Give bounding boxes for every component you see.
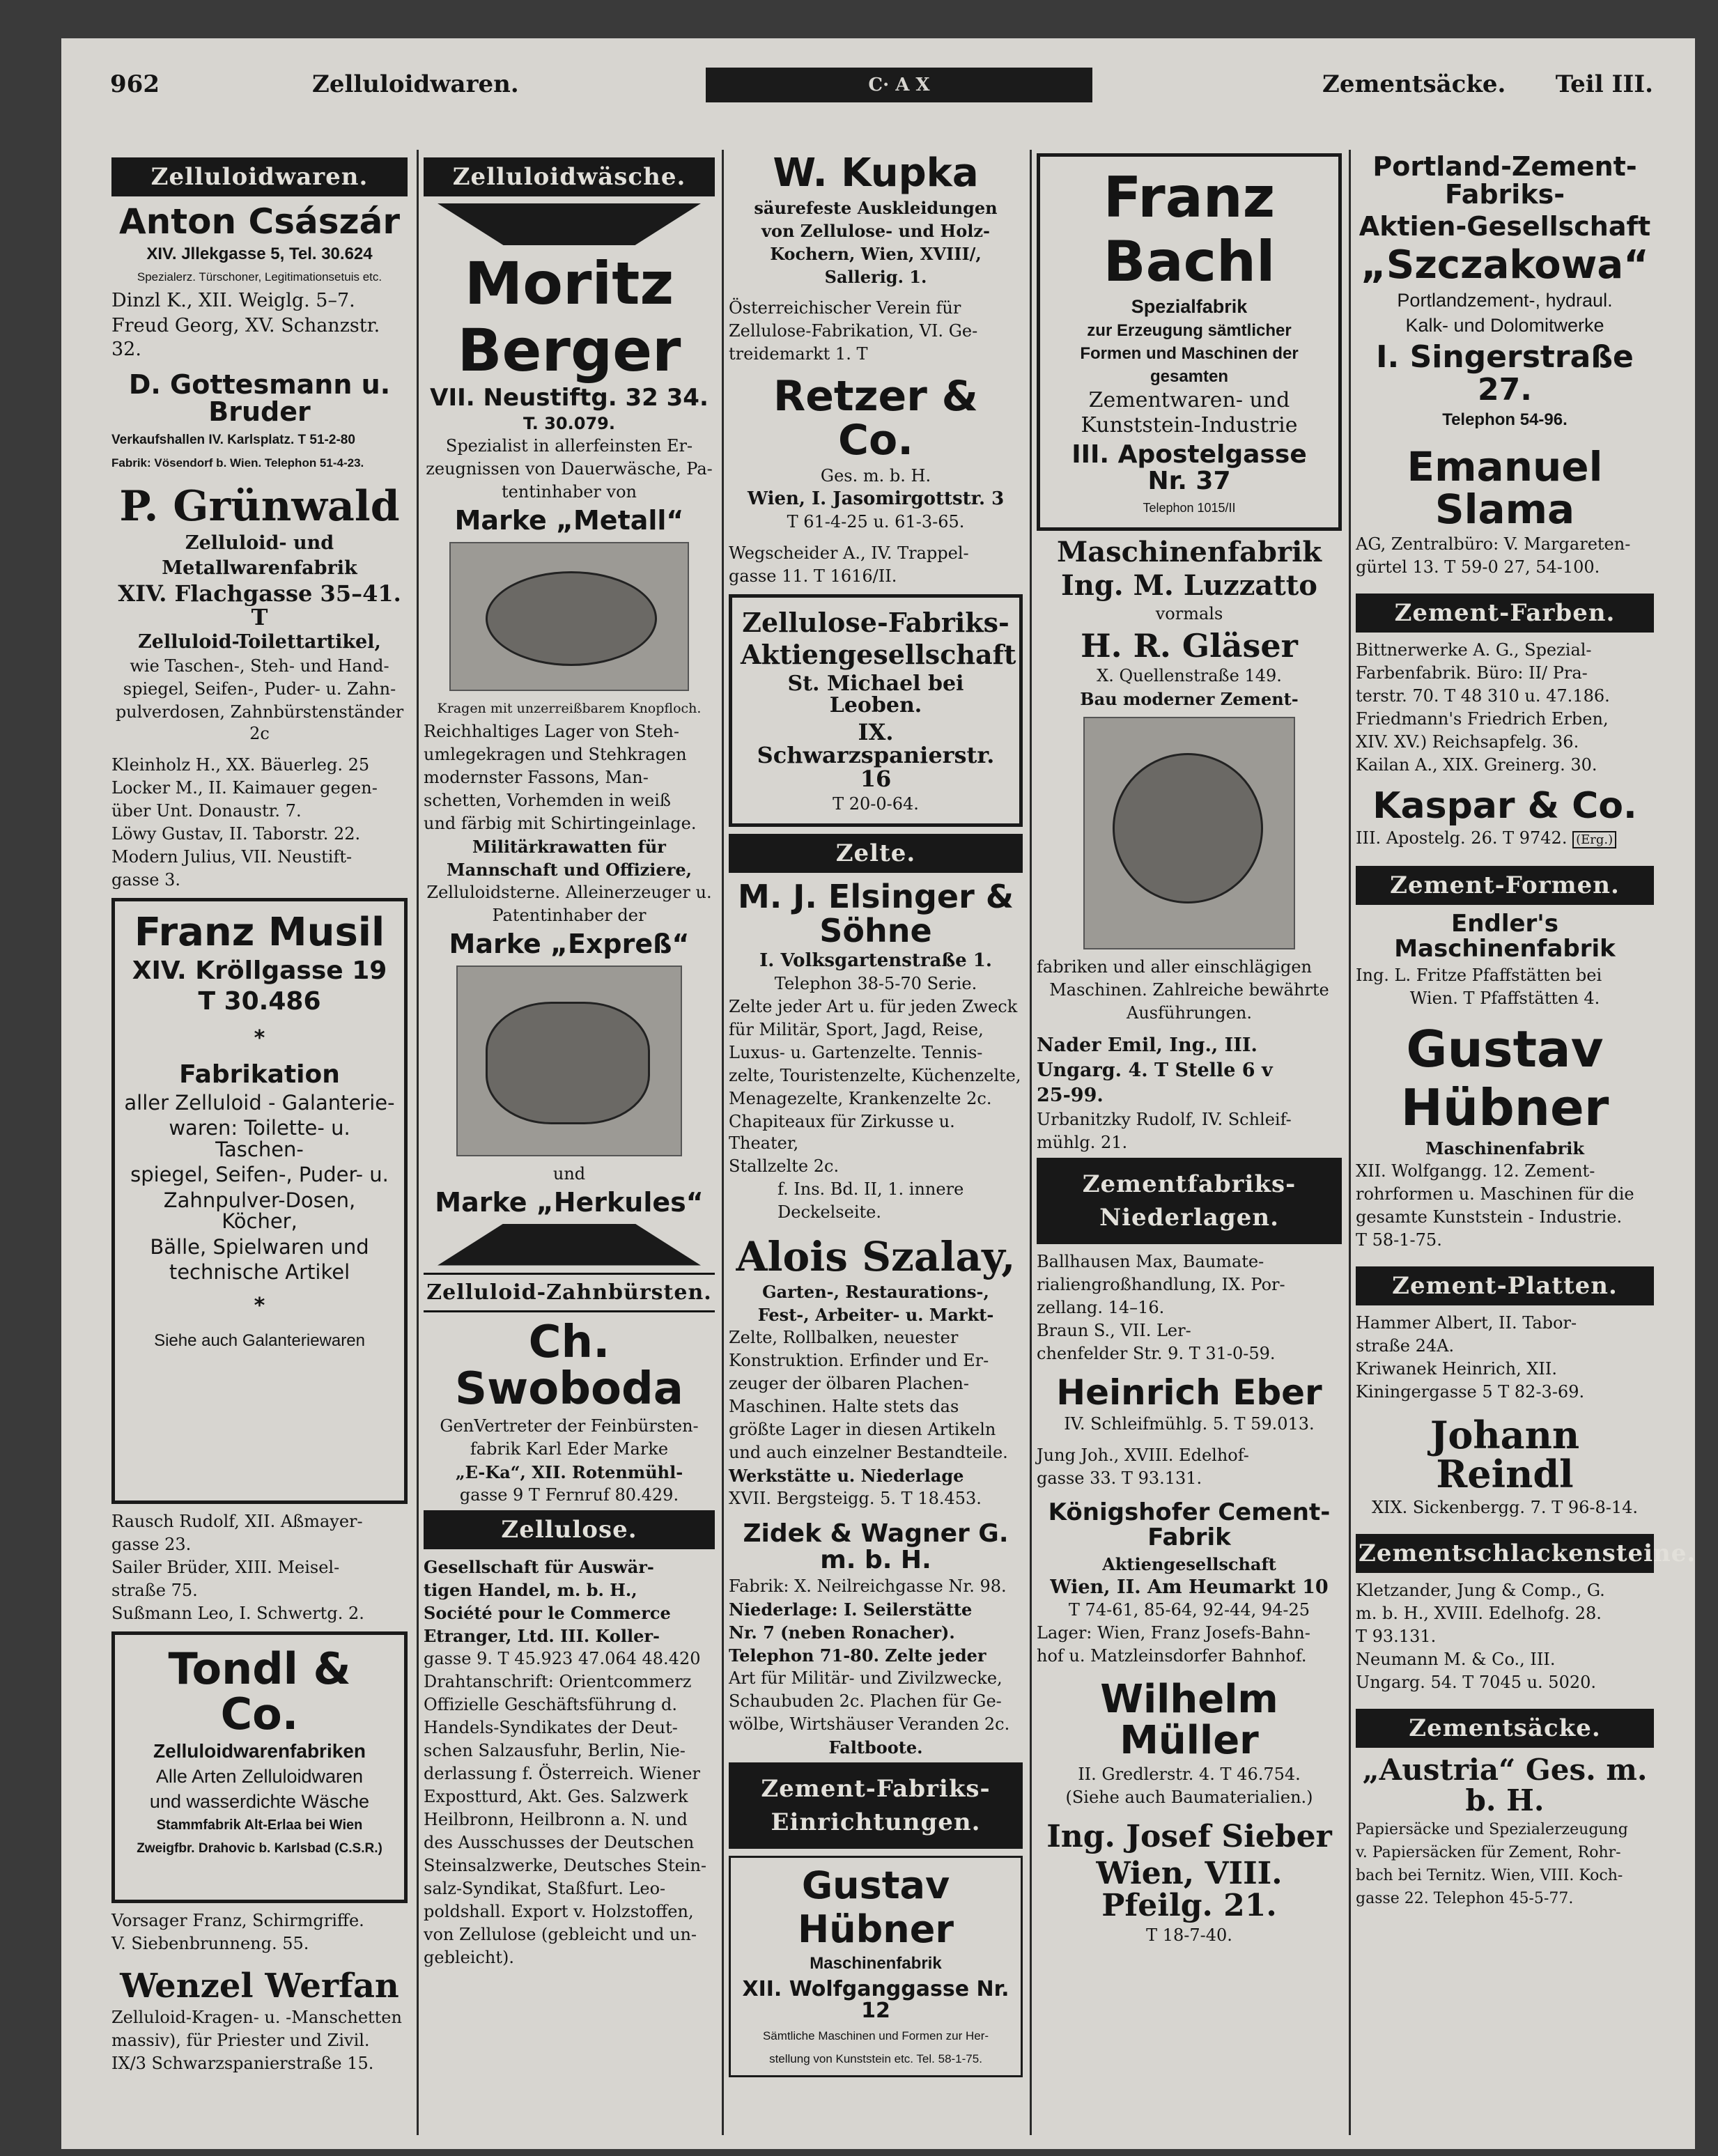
ad-text: schetten, Vorhemden in weiß bbox=[424, 790, 671, 810]
ad-text: zeuger der ölbaren Plachen- bbox=[729, 1373, 969, 1393]
ad-text: zelte, Touristenzelte, Küchenzelte, bbox=[729, 1065, 1021, 1085]
column-rule bbox=[417, 150, 419, 2135]
listing-entry: Kiningergasse 5 T 82-3-69. bbox=[1356, 1381, 1585, 1402]
ad-text: Spezialist in allerfeinsten Er- bbox=[445, 435, 693, 456]
listing-entry: XIV. XV.) Reichsapfelg. 36. bbox=[1356, 731, 1579, 752]
ad-text: T 58-1-75. bbox=[1356, 1230, 1442, 1250]
ad-text: Werkstätte u. Niederlage bbox=[729, 1465, 964, 1486]
ad-address: IV. Schleifmühlg. 5. T 59.013. bbox=[1064, 1414, 1315, 1434]
ad-text: Expostturd, Akt. Ges. Salzwerk bbox=[424, 1786, 688, 1806]
ad-text: AG, Zentralbüro: V. Margareten- bbox=[1356, 534, 1631, 554]
category-heading-line: Zementfabriks- bbox=[1082, 1170, 1297, 1198]
ad-name: Kaspar & Co. bbox=[1372, 784, 1637, 827]
listing-entry: Locker M., II. Kaimauer gegen- bbox=[111, 778, 378, 798]
column-2 bbox=[424, 153, 715, 2132]
ad-text: Deckelseite. bbox=[777, 1202, 881, 1222]
ad-text: Aktiengesellschaft bbox=[1102, 1553, 1276, 1574]
listing-entry: Nader Emil, Ing., III. bbox=[1037, 1034, 1257, 1056]
ad-text: St. Michael bei Leoben. bbox=[787, 671, 964, 718]
ad-name: Moritz bbox=[464, 249, 674, 318]
listing-entry: gasse 11. T 1616/II. bbox=[729, 566, 897, 586]
ad-name: Alois Szalay, bbox=[736, 1232, 1016, 1280]
ad-text: pulverdosen, Zahnbürstenständer 2c bbox=[115, 702, 404, 744]
ad-phone: T. 30.079. bbox=[523, 413, 615, 433]
ad-text: Telephon 71-80. Zelte jeder bbox=[729, 1645, 986, 1666]
listing-entry: Jung Joh., XVIII. Edelhof- bbox=[1037, 1445, 1249, 1466]
ad-text: XVII. Bergsteigg. 5. T 18.453. bbox=[729, 1488, 982, 1508]
ad-name: Emanuel Slama bbox=[1407, 442, 1603, 533]
ad-text: Société pour le Commerce bbox=[424, 1602, 671, 1623]
column-4 bbox=[1037, 153, 1342, 2132]
ad-name: Gustav bbox=[801, 1863, 950, 1908]
category-heading: Zement-Farben. bbox=[1356, 594, 1654, 633]
ad-box-leoben bbox=[729, 594, 1023, 828]
category-heading: Zelluloidwäsche. bbox=[424, 157, 715, 196]
ad-text: Sallerig. 1. bbox=[824, 266, 927, 287]
ad-text: spiegel, Seifen-, Puder- u. bbox=[130, 1163, 389, 1187]
ad-name: Johann Reindl bbox=[1430, 1412, 1580, 1497]
ad-address: Wien, I. Jasomirgottstr. 3 bbox=[747, 488, 1005, 509]
ad-text: fabrik Karl Eder Marke bbox=[470, 1438, 669, 1459]
ad-name: Gustav bbox=[1406, 1019, 1604, 1078]
ad-address: X. Quellenstraße 149. bbox=[1097, 665, 1282, 685]
ad-text: Chapiteaux für Zirkusse u. Theater, bbox=[729, 1111, 955, 1153]
ad-text: rohrformen u. Maschinen für die bbox=[1356, 1184, 1634, 1204]
listing-entry: Löwy Gustav, II. Taborstr. 22. bbox=[111, 824, 361, 844]
ad-text: aller Zelluloid - Galanterie- bbox=[124, 1090, 395, 1115]
listing-entry: Ungarg. 4. T Stelle 6 v bbox=[1037, 1059, 1273, 1081]
ad-address: XIV. Jllekgasse 5, Tel. 30.624 bbox=[146, 244, 373, 263]
newspaper-page bbox=[61, 38, 1695, 2149]
ad-text: tentinhaber von bbox=[502, 481, 637, 502]
ad-text: Maschinenfabrik bbox=[1425, 1138, 1585, 1158]
ad-text: Garten-, Restaurations-, bbox=[762, 1281, 989, 1302]
ad-text: „E-Ka“, XII. Rotenmühl- bbox=[455, 1461, 683, 1482]
category-heading-line: Niederlagen. bbox=[1099, 1203, 1279, 1232]
ad-address: III. Apostelgasse Nr. 37 bbox=[1071, 440, 1307, 495]
ad-address: Wien, VIII. Pfeilg. 21. bbox=[1096, 1855, 1283, 1923]
ad-name: P. Grünwald bbox=[119, 482, 400, 532]
ad-name: Hübner bbox=[798, 1907, 954, 1952]
ad-text: säurefeste Auskleidungen bbox=[754, 197, 998, 218]
ad-address bbox=[1356, 828, 1654, 851]
ad-box-tondl bbox=[111, 1631, 408, 1903]
listing-entry: Neumann M. & Co., III. bbox=[1356, 1649, 1556, 1669]
ad-text: Zelte jeder Art u. für jeden Zweck bbox=[729, 996, 1018, 1016]
header-left-title: Zelluloidwaren. bbox=[312, 70, 519, 98]
column-1 bbox=[111, 153, 408, 2132]
ad-name: D. Gottesmann u. Bruder bbox=[128, 369, 391, 428]
listing-entry: Zellulose-Fabrikation, VI. Ge- bbox=[729, 320, 978, 341]
ad-text: Handels-Syndikates der Deut- bbox=[424, 1717, 678, 1737]
ad-address: XII. Wolfganggasse Nr. 12 bbox=[742, 1976, 1009, 2024]
ad-text: technische Artikel bbox=[169, 1260, 350, 1285]
ad-text: wie Taschen-, Steh- und Hand- bbox=[130, 656, 389, 676]
ad-address: I. Singerstraße 27. bbox=[1376, 339, 1634, 408]
decorative-wedge bbox=[438, 203, 701, 245]
ad-text: Portlandzement-, hydraul. bbox=[1397, 290, 1613, 311]
column-rule bbox=[1030, 150, 1032, 2135]
listing-entry: Rausch Rudolf, XII. Aßmayer- bbox=[111, 1512, 363, 1532]
listing-entry: Österreichischer Verein für bbox=[729, 297, 961, 318]
ad-text: Fabrik: Vösendorf b. Wien. Telephon 51-4-23. bbox=[111, 456, 364, 470]
ad-text: massiv), für Priester und Zivil. bbox=[111, 2030, 370, 2050]
ad-text: Steinsalzwerke, Deutsches Stein- bbox=[424, 1855, 707, 1875]
ad-text: hof u. Matzleinsdorfer Bahnhof. bbox=[1037, 1645, 1307, 1666]
ad-text: Kunststein-Industrie bbox=[1081, 413, 1298, 437]
ad-text: und färbig mit Schirtingeinlage. bbox=[424, 813, 697, 833]
ad-text: und auch einzelner Bestandteile. bbox=[729, 1442, 1008, 1462]
ad-text: Kalk- und Dolomitwerke bbox=[1405, 315, 1604, 336]
ad-address: IX. Schwarzspanierstr. 16 bbox=[757, 718, 995, 792]
ad-text: Mannschaft und Offiziere, bbox=[447, 859, 692, 880]
listing-entry: Modern Julius, VII. Neustift- bbox=[111, 847, 353, 867]
ad-box-bachl bbox=[1037, 153, 1342, 531]
ad-text: derlassung f. Österreich. Wiener bbox=[424, 1763, 700, 1783]
listing-entry: straße 24A. bbox=[1356, 1335, 1455, 1356]
ad-text: für Militär, Sport, Jagd, Reise, bbox=[729, 1019, 984, 1039]
ad-phone: T 20-0-64. bbox=[833, 794, 919, 814]
ad-text: v. Papiersäcken für Zement, Rohr- bbox=[1356, 1844, 1621, 1862]
ad-text: Maschinen. Zahlreiche bewährte bbox=[1049, 979, 1329, 1000]
listing-entry: Friedmann's Friedrich Erben, bbox=[1356, 708, 1609, 729]
ad-text: Konstruktion. Erfinder und Er- bbox=[729, 1350, 989, 1370]
ad-name: Portland-Zement-Fabriks- bbox=[1372, 151, 1637, 210]
ad-text: Zweigfbr. Drahovic b. Karlsbad (C.S.R.) bbox=[137, 1841, 382, 1856]
ad-phone: T 18-7-40. bbox=[1146, 1925, 1232, 1945]
ad-name: Ch. Swoboda bbox=[455, 1316, 683, 1415]
ad-phone: T 30.486 bbox=[198, 986, 321, 1016]
ad-name: Tondl & Co. bbox=[168, 1643, 351, 1740]
ad-text: Patentinhaber der bbox=[492, 905, 647, 925]
ad-text: Luxus- u. Gartenzelte. Tennis- bbox=[729, 1042, 983, 1062]
listing-entry: 25-99. bbox=[1037, 1084, 1104, 1106]
ad-name: Aktien-Gesellschaft bbox=[1359, 210, 1651, 242]
listing-entry: Ungarg. 54. T 7045 u. 5020. bbox=[1356, 1672, 1597, 1692]
ad-text: Ausführungen. bbox=[1127, 1002, 1252, 1023]
listing-entry: Sailer Brüder, XIII. Meisel- bbox=[111, 1558, 340, 1578]
ad-name: Zidek & Wagner G. m. b. H. bbox=[743, 1519, 1009, 1574]
badge: (Erg.) bbox=[1572, 831, 1616, 848]
ad-text: Militärkrawatten für bbox=[472, 836, 666, 857]
ad-text: Kragen mit unzerreißbarem Knopfloch. bbox=[437, 700, 702, 716]
listing-entry: terstr. 70. T 48 310 u. 47.186. bbox=[1356, 685, 1610, 706]
machine-illustration bbox=[1083, 717, 1295, 949]
ad-text: XII. Wolfgangg. 12. Zement- bbox=[1356, 1161, 1595, 1181]
listing-entry: T 93.131. bbox=[1356, 1626, 1437, 1646]
ad-name: Heinrich Eber bbox=[1056, 1372, 1322, 1413]
ad-phone: Telephon 54-96. bbox=[1442, 410, 1568, 429]
category-heading: Zementsäcke. bbox=[1356, 1709, 1654, 1748]
ad-phone: T 74-61, 85-64, 92-44, 94-25 bbox=[1068, 1599, 1310, 1620]
decorative-wedge bbox=[438, 1224, 701, 1266]
ad-name: H. R. Gläser bbox=[1081, 626, 1298, 665]
ad-name: Zellulose-Fabriks- bbox=[742, 606, 1009, 638]
brand-name: Marke „Metall“ bbox=[454, 504, 684, 536]
ad-address: I. Volksgartenstraße 1. bbox=[759, 949, 992, 971]
ad-text: Niederlage: I. Seilerstätte bbox=[729, 1599, 973, 1620]
ad-text: Drahtanschrift: Orientcommerz bbox=[424, 1671, 692, 1691]
ad-text: Spezialfabrik bbox=[1131, 296, 1248, 317]
ad-text: stellung von Kunststein etc. Tel. 58-1-75. bbox=[769, 2052, 982, 2065]
ad-text: (Siehe auch Baumaterialien.) bbox=[1065, 1787, 1313, 1808]
listing-entry: gasse 33. T 93.131. bbox=[1037, 1468, 1202, 1489]
ad-text: des Ausschusses der Deutschen bbox=[424, 1832, 695, 1852]
page-number: 962 bbox=[110, 70, 160, 98]
ad-name: Ing. M. Luzzatto bbox=[1061, 568, 1317, 602]
ad-text: gasse 9 T Fernruf 80.429. bbox=[459, 1484, 679, 1505]
category-heading: Zelte. bbox=[729, 834, 1023, 873]
ad-text: gasse 22. Telephon 45-5-77. bbox=[1356, 1890, 1574, 1908]
ad-name: Maschinenfabrik bbox=[1056, 535, 1322, 568]
column-rule bbox=[722, 150, 724, 2135]
ad-name: Wenzel Werfan bbox=[120, 1967, 399, 2006]
ad-name: Hübner bbox=[1400, 1078, 1609, 1137]
ad-name: Franz Musil bbox=[134, 910, 385, 956]
ad-text: vormals bbox=[1155, 603, 1223, 623]
ad-text: Art für Militär- und Zivilzwecke, bbox=[729, 1668, 1003, 1689]
ornament: * bbox=[254, 1025, 265, 1050]
ad-text: Fabrikation bbox=[179, 1060, 340, 1089]
ad-text: Gesellschaft für Auswär- bbox=[424, 1556, 654, 1577]
ad-text: und wasserdichte Wäsche bbox=[149, 1791, 370, 1813]
ad-text: poldshall. Export v. Holzstoffen, bbox=[424, 1901, 694, 1921]
ad-text: wölbe, Wirtshäuser Veranden 2c. bbox=[729, 1714, 1010, 1735]
ad-address: XIV. Kröllgasse 19 bbox=[132, 956, 387, 986]
header-ornament-bar: C· A X bbox=[706, 68, 1092, 102]
ad-text: Alle Arten Zelluloidwaren bbox=[155, 1766, 364, 1787]
ad-name: Bachl bbox=[1103, 229, 1276, 294]
ad-text: Heilbronn, Heilbronn a. N. und bbox=[424, 1809, 688, 1829]
ad-text: Bau moderner Zement- bbox=[1080, 688, 1299, 709]
listing-entry: zellang. 14–16. bbox=[1037, 1297, 1165, 1317]
ad-name: „Austria“ Ges. m. b. H. bbox=[1362, 1752, 1648, 1818]
listing-entry: Kletzander, Jung & Comp., G. bbox=[1356, 1580, 1605, 1600]
ad-text: Offizielle Geschäftsführung d. bbox=[424, 1694, 678, 1714]
listing-entry: Sußmann Leo, I. Schwertg. 2. bbox=[111, 1604, 364, 1624]
category-heading: Zelluloid-Zahnbürsten. bbox=[424, 1273, 715, 1312]
ad-text: tigen Handel, m. b. H., bbox=[424, 1579, 637, 1600]
listing-entry: Kleinholz H., XX. Bäuerleg. 25 bbox=[111, 755, 370, 775]
ad-phone: T 61-4-25 u. 61-3-65. bbox=[787, 511, 965, 532]
listing-entry: rialiengroßhandlung, IX. Por- bbox=[1037, 1274, 1285, 1294]
ad-name: Endler's Maschinenfabrik bbox=[1394, 910, 1616, 963]
ad-text: zeugnissen von Dauerwäsche, Pa- bbox=[426, 458, 713, 479]
category-heading bbox=[1037, 1158, 1342, 1244]
listing-entry: über Unt. Donaustr. 7. bbox=[111, 801, 302, 821]
category-heading: Zellulose. bbox=[424, 1510, 715, 1549]
ad-text: spiegel, Seifen-, Puder- u. Zahn- bbox=[123, 679, 396, 699]
listing-entry: Wegscheider A., IV. Trappel- bbox=[729, 543, 969, 563]
category-heading: Zelluloidwaren. bbox=[111, 157, 408, 196]
listing-entry: chenfelder Str. 9. T 31-0-59. bbox=[1037, 1343, 1276, 1363]
listing-entry: gasse 23. bbox=[111, 1535, 192, 1555]
listing-entry: Dinzl K., XII. Weiglg. 5–7. bbox=[111, 289, 355, 311]
brand-name: Marke „Herkules“ bbox=[435, 1186, 704, 1218]
ad-text: bach bei Ternitz. Wien, VIII. Koch- bbox=[1356, 1867, 1623, 1885]
ad-text: schen Salzausfuhr, Berlin, Nie- bbox=[424, 1740, 686, 1760]
header-part: Teil III. bbox=[1555, 70, 1653, 98]
ad-text: f. Ins. Bd. II, 1. innere bbox=[777, 1179, 964, 1199]
ad-text: Lager: Wien, Franz Josefs-Bahn- bbox=[1037, 1622, 1310, 1643]
listing-entry: gasse 3. bbox=[111, 870, 181, 890]
ad-phone: Telephon 1015/II bbox=[1143, 500, 1236, 515]
ad-text: Verkaufshallen IV. Karlsplatz. T 51-2-80 bbox=[111, 433, 355, 448]
ad-text: fabriken und aller einschlägigen bbox=[1037, 956, 1313, 977]
ad-text: Kochern, Wien, XVIII/, bbox=[770, 243, 982, 264]
ad-text: Ing. L. Fritze Pfaffstätten bei bbox=[1356, 965, 1602, 985]
listing-entry: Kriwanek Heinrich, XII. bbox=[1356, 1358, 1558, 1379]
ad-text: und bbox=[552, 1163, 586, 1184]
ad-box-huebner bbox=[729, 1856, 1023, 2077]
category-heading-line: Einrichtungen. bbox=[771, 1808, 981, 1837]
ad-text: Stallzelte 2c. bbox=[729, 1156, 839, 1176]
ornament: * bbox=[254, 1294, 265, 1319]
running-header bbox=[110, 66, 1653, 108]
listing-entry: Hammer Albert, II. Tabor- bbox=[1356, 1312, 1577, 1333]
ad-text: Bälle, Spielwaren und bbox=[150, 1234, 369, 1259]
ad-text: Fest-, Arbeiter- u. Markt- bbox=[757, 1304, 994, 1325]
ad-text: Zelluloid-Kragen- u. -Manschetten bbox=[111, 2007, 402, 2027]
ad-text: Formen und Maschinen der bbox=[1080, 344, 1299, 363]
ad-name: M. J. Elsinger & Söhne bbox=[738, 878, 1014, 949]
ad-name: „Szczakowa“ bbox=[1361, 242, 1649, 288]
ad-text: gesamte Kunststein - Industrie. bbox=[1356, 1207, 1623, 1227]
ad-name: Anton Császár bbox=[118, 201, 400, 242]
category-heading bbox=[729, 1762, 1023, 1849]
ad-text: Stammfabrik Alt-Erlaa bei Wien bbox=[156, 1817, 363, 1833]
listing-entry: treidemarkt 1. T bbox=[729, 343, 868, 364]
listing-entry: straße 75. bbox=[111, 1581, 198, 1601]
ad-address: Wien, II. Am Heumarkt 10 bbox=[1050, 1576, 1329, 1598]
ad-phone: Telephon 38-5-70 Serie. bbox=[774, 973, 977, 993]
ad-text: Ges. m. b. H. bbox=[820, 465, 931, 486]
ad-text: gebleicht). bbox=[424, 1947, 515, 1967]
listing-entry: Vorsager Franz, Schirmgriffe. bbox=[111, 1911, 364, 1931]
ad-text: Schaubuden 2c. Plachen für Ge- bbox=[729, 1691, 1002, 1712]
cuff-illustration bbox=[456, 965, 682, 1156]
ad-text: GenVertreter der Feinbürsten- bbox=[440, 1416, 699, 1436]
ad-text: Wien. T Pfaffstätten 4. bbox=[1409, 988, 1600, 1008]
ad-text: von Zellulose (gebleicht und un- bbox=[424, 1924, 697, 1944]
ad-text: Spezialerz. Türschoner, Legitimationsetuis etc. bbox=[137, 270, 382, 284]
ad-text: größte Lager in diesen Artikeln bbox=[729, 1419, 996, 1439]
ad-text: Etranger, Ltd. III. Koller- bbox=[424, 1625, 660, 1646]
ad-text: Maschinen. Halte stets das bbox=[729, 1396, 959, 1416]
ad-text: von Zellulose- und Holz- bbox=[761, 220, 990, 241]
header-right-title: Zementsäcke. bbox=[1322, 70, 1506, 98]
ad-name: Königshofer Cement-Fabrik bbox=[1048, 1498, 1331, 1552]
ad-text: Papiersäcke und Spezialerzeugung bbox=[1356, 1821, 1628, 1839]
ad-text: gasse 9. T 45.923 47.064 48.420 bbox=[424, 1648, 701, 1668]
column-rule bbox=[1349, 150, 1351, 2135]
ad-text: umlegekragen und Stehkragen bbox=[424, 744, 687, 764]
listing-entry: V. Siebenbrunneng. 55. bbox=[111, 1934, 309, 1954]
ad-address: XIV. Flachgasse 35–41. T bbox=[118, 580, 401, 631]
ad-text: IX/3 Schwarzspanierstraße 15. bbox=[111, 2053, 374, 2073]
ad-address: VII. Neustiftg. 32 34. bbox=[430, 384, 709, 412]
ad-text: modernster Fassons, Man- bbox=[424, 767, 649, 787]
ad-name: Wilhelm Müller bbox=[1100, 1676, 1278, 1763]
listing-entry: Urbanitzky Rudolf, IV. Schleif- bbox=[1037, 1109, 1292, 1129]
ad-text: Zahnpulver-Dosen, Köcher, bbox=[163, 1188, 356, 1234]
ad-text: Fabrik: X. Neilreichgasse Nr. 98. bbox=[729, 1576, 1007, 1597]
listing-entry: Kailan A., XIX. Greinerg. 30. bbox=[1356, 754, 1597, 775]
collar-illustration bbox=[449, 542, 689, 691]
ad-name: W. Kupka bbox=[773, 150, 979, 196]
ad-name: Franz bbox=[1103, 165, 1276, 230]
ad-text: waren: Toilette- u. Taschen- bbox=[169, 1116, 350, 1161]
ad-text: zur Erzeugung sämtlicher bbox=[1087, 321, 1292, 340]
listing-entry: Braun S., VII. Ler- bbox=[1037, 1320, 1191, 1340]
ad-box-musil bbox=[111, 898, 408, 1504]
ad-text: Metallwarenfabrik bbox=[162, 557, 357, 580]
listing-entry: Freud Georg, XV. Schanzstr. 32. bbox=[111, 314, 380, 360]
ad-name: Aktiengesellschaft bbox=[741, 638, 1016, 670]
ad-text: Sämtliche Maschinen und Formen zur Her- bbox=[762, 2029, 989, 2042]
ad-name: Berger bbox=[457, 316, 681, 385]
listing-entry: Farbenfabrik. Büro: II/ Pra- bbox=[1356, 662, 1588, 683]
ad-name: Retzer & Co. bbox=[773, 371, 978, 465]
ad-text: Zelluloidwarenfabriken bbox=[153, 1740, 366, 1762]
ad-text: Nr. 7 (neben Ronacher). bbox=[729, 1622, 955, 1643]
ad-text: Maschinenfabrik bbox=[810, 1953, 942, 1973]
category-heading-line: Zement-Fabriks- bbox=[761, 1775, 991, 1804]
ad-text: Zementwaren- und bbox=[1088, 388, 1290, 412]
ad-text: Menagezelte, Krankenzelte 2c. bbox=[729, 1088, 992, 1108]
listing-entry: Bittnerwerke A. G., Spezial- bbox=[1356, 639, 1592, 660]
ad-text: Zelluloid-Toilettartikel, bbox=[138, 631, 381, 653]
ad-text: Zelluloid- und bbox=[185, 532, 334, 554]
ad-name: Ing. Josef Sieber bbox=[1046, 1819, 1332, 1855]
ad-text: Faltboote. bbox=[828, 1737, 923, 1758]
column-5 bbox=[1356, 151, 1696, 2132]
category-heading: Zement-Formen. bbox=[1356, 866, 1654, 905]
category-heading: Zement-Platten. bbox=[1356, 1266, 1654, 1305]
ad-address: II. Gredlerstr. 4. T 46.754. bbox=[1078, 1765, 1301, 1785]
column-3 bbox=[729, 150, 1023, 2132]
ad-address: XIX. Sickenbergg. 7. T 96-8-14. bbox=[1371, 1497, 1639, 1517]
ad-text: salz-Syndikat, Staßfurt. Leo- bbox=[424, 1878, 666, 1898]
ad-text: Zelte, Rollbalken, neuester bbox=[729, 1327, 959, 1347]
brand-name: Marke „Expreß“ bbox=[449, 928, 690, 959]
ad-address-text: III. Apostelg. 26. T 9742. bbox=[1356, 828, 1568, 848]
listing-entry: m. b. H., XVIII. Edelhofg. 28. bbox=[1356, 1603, 1602, 1623]
ad-text: gürtel 13. T 59-0 27, 54-100. bbox=[1356, 557, 1600, 577]
listing-entry: Ballhausen Max, Baumate- bbox=[1037, 1251, 1264, 1271]
ad-text: Reichhaltiges Lager von Steh- bbox=[424, 721, 679, 741]
ad-text: gesamten bbox=[1150, 367, 1229, 386]
category-heading: Zementschlackensteine. bbox=[1356, 1534, 1654, 1573]
ad-text: Siehe auch Galanteriewaren bbox=[154, 1331, 365, 1350]
ad-text: Zelluloidsterne. Alleinerzeuger u. bbox=[426, 882, 712, 902]
listing-entry: mühlg. 21. bbox=[1037, 1132, 1128, 1152]
